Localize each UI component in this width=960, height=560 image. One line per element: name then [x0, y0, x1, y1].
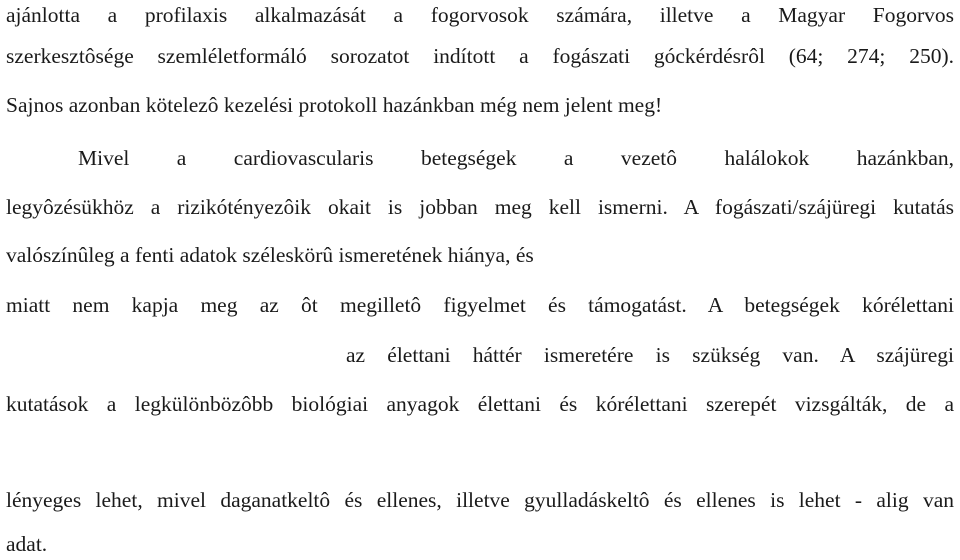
text-line-2: szerkesztôsége szemléletformáló sorozatot indított a fogászati góckérdésrôl (64; 274; 250).	[6, 44, 954, 68]
text-line-5: legyôzésükhöz a rizikótényezôik okait is jobban meg kell ismerni. A fogászati/szájüregi kutatás	[6, 195, 954, 219]
text-line-9: kutatások a legkülönbözôbb biológiai anyagok élettani és kórélettani szerepét vizsgálták, de a	[6, 392, 954, 416]
text-line-4: Mivel a cardiovascularis betegségek a vezetô halálokok hazánkban,	[78, 146, 954, 170]
text-line-11: lényeges lehet, mivel daganatkeltô és ellenes, illetve gyulladáskeltô és ellenes is lehet - alig van	[6, 488, 954, 512]
text-line-3: Sajnos azonban kötelezô kezelési protokoll hazánkban még nem jelent meg!	[6, 93, 663, 117]
text-line-8: az élettani háttér ismeretére is szükség van. A szájüregi	[346, 343, 954, 367]
text-line-1: ajánlotta a profilaxis alkalmazását a fogorvosok számára, illetve a Magyar Fogorvos	[6, 3, 954, 27]
text-line-6: valószínûleg a fenti adatok széleskörû ismeretének hiánya, és	[6, 243, 534, 267]
text-line-7: miatt nem kapja meg az ôt megilletô figyelmet és támogatást. A betegségek kórélettani	[6, 293, 954, 317]
text-line-12: adat.	[6, 532, 48, 556]
